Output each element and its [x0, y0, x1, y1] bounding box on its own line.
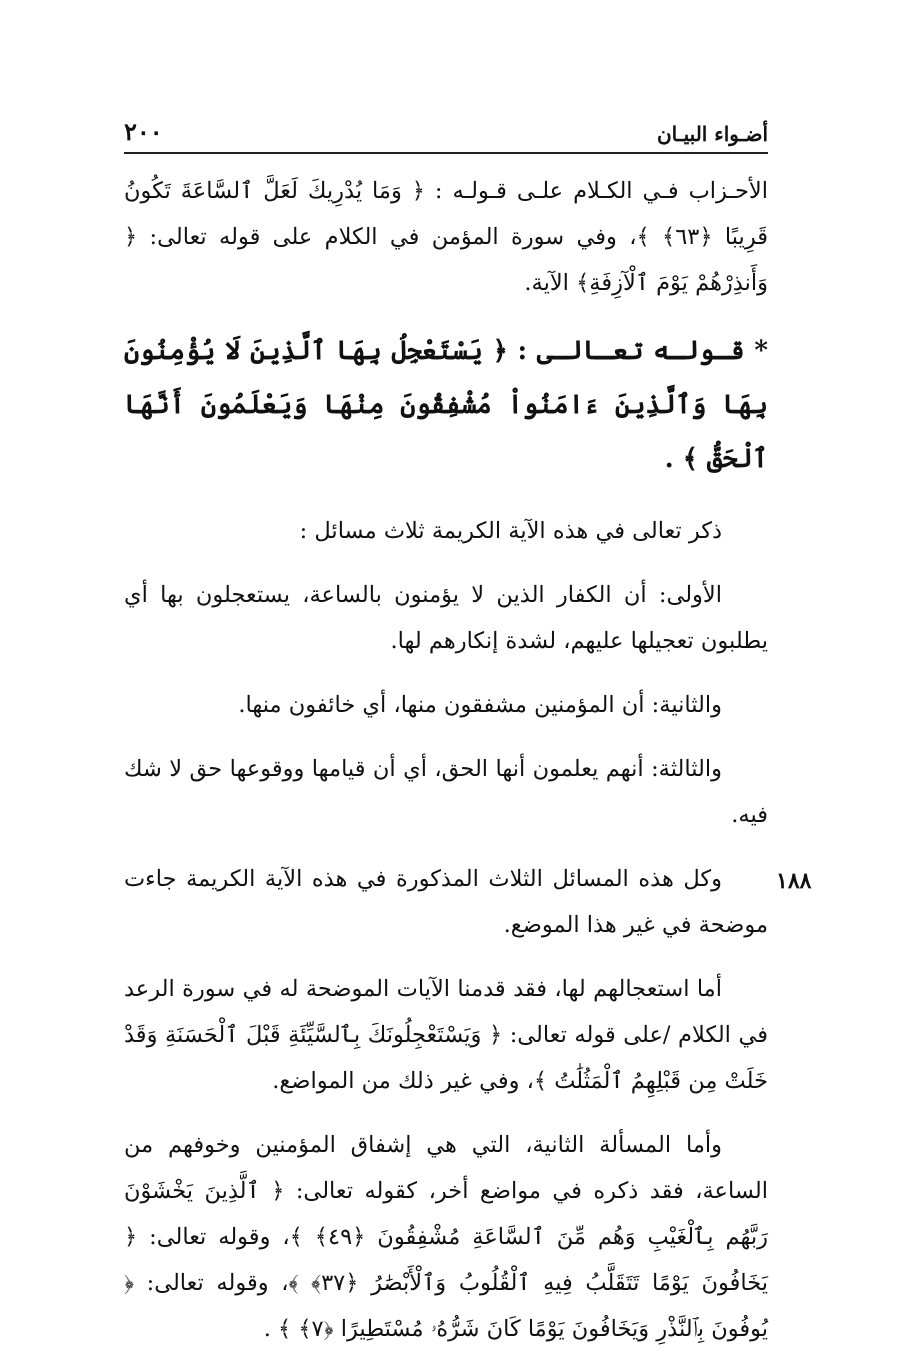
margin-page-reference: ١٨٨ — [776, 868, 812, 894]
book-title: أضـواء البيـان — [656, 122, 768, 146]
verse-heading: * قـولـه تعـالـى : ﴿ يَسْتَعْجِلُ بِهَا ٱلَّذِينَ لَا يُؤْمِنُونَ بِهَا وَٱلَّذِينَ ءَامَنُواْ مُشْفِقُونَ مِنْهَا وَيَعْلَمُونَ أَنَّهَا ٱلْحَقُّ ﴾ . — [124, 336, 768, 474]
page-body — [124, 168, 768, 1370]
paragraph-three-issues: ذكر تعالى في هذه الآية الكريمة ثلاث مسائل : — [299, 518, 722, 544]
paragraph-third-issue: والثالثة: أنهم يعلمون أنها الحق، أي أن قيامها ووقوعها حق لا شك فيه. — [124, 756, 768, 828]
paragraph-all-issues: وكل هذه المسائل الثلاث المذكورة في هذه الآية الكريمة جاءت موضحة في غير هذا الموضع. — [124, 866, 768, 938]
paragraph-first-issue: الأولى: أن الكفار الذين لا يؤمنون بالساعة، يستعجلون بها أي يطلبون تعجيلها عليهم، لشدة إنكارهم لها. — [124, 582, 768, 654]
paragraph-second-issue: والثانية: أن المؤمنين مشفقون منها، أي خائفون منها. — [238, 692, 722, 718]
paragraph-fear-of-hour: وأما المسألة الثانية، التي هي إشفاق المؤمنين وخوفهم من الساعة، فقد ذكره في مواضع أخر، كقوله تعالى: ﴿ ٱلَّذِينَ يَخْشَوْنَ رَبَّهُم بِٱلْغَيْبِ وَهُم مِّنَ ٱلسَّاعَةِ مُشْفِقُونَ ﴿٤٩﴾ ﴾، وقوله تعالى: ﴿ يَخَافُونَ يَوْمًا تَتَقَلَّبُ فِيهِ ٱلْقُلُوبُ وَٱلْأَبْصَٰرُ ﴿٣٧﴾ ﴾، وقوله تعالى: ﴿ يُوفُونَ بِٱلنَّذْرِ وَيَخَافُونَ يَوْمًا كَانَ شَرُّهُۥ مُسْتَطِيرًا ﴿٧﴾ ﴾ . — [124, 1132, 768, 1342]
page-header — [124, 112, 768, 154]
paragraph-hastening: أما استعجالهم لها، فقد قدمنا الآيات الموضحة له في سورة الرعد في الكلام /على قوله تعالى: ﴿ وَيَسْتَعْجِلُونَكَ بِٱلسَّيِّئَةِ قَبْلَ ٱلْحَسَنَةِ وَقَدْ خَلَتْ مِن قَبْلِهِمُ ٱلْمَثُلَٰتُ ﴾، وفي غير ذلك من المواضع. — [124, 976, 768, 1094]
paragraph-ahzab-reference: الأحـزاب فـي الكـلام علـى قـولـه : ﴿ وَمَا يُدْرِيكَ لَعَلَّ ٱلسَّاعَةَ تَكُونُ قَرِيبًا ﴿٦٣﴾ ﴾، وفي سورة المؤمن في الكلام على قوله تعالى: ﴿ وَأَنذِرْهُمْ يَوْمَ ٱلْآزِفَةِ﴾ الآية. — [124, 178, 768, 296]
page-number: ٢٠٠ — [124, 117, 163, 146]
